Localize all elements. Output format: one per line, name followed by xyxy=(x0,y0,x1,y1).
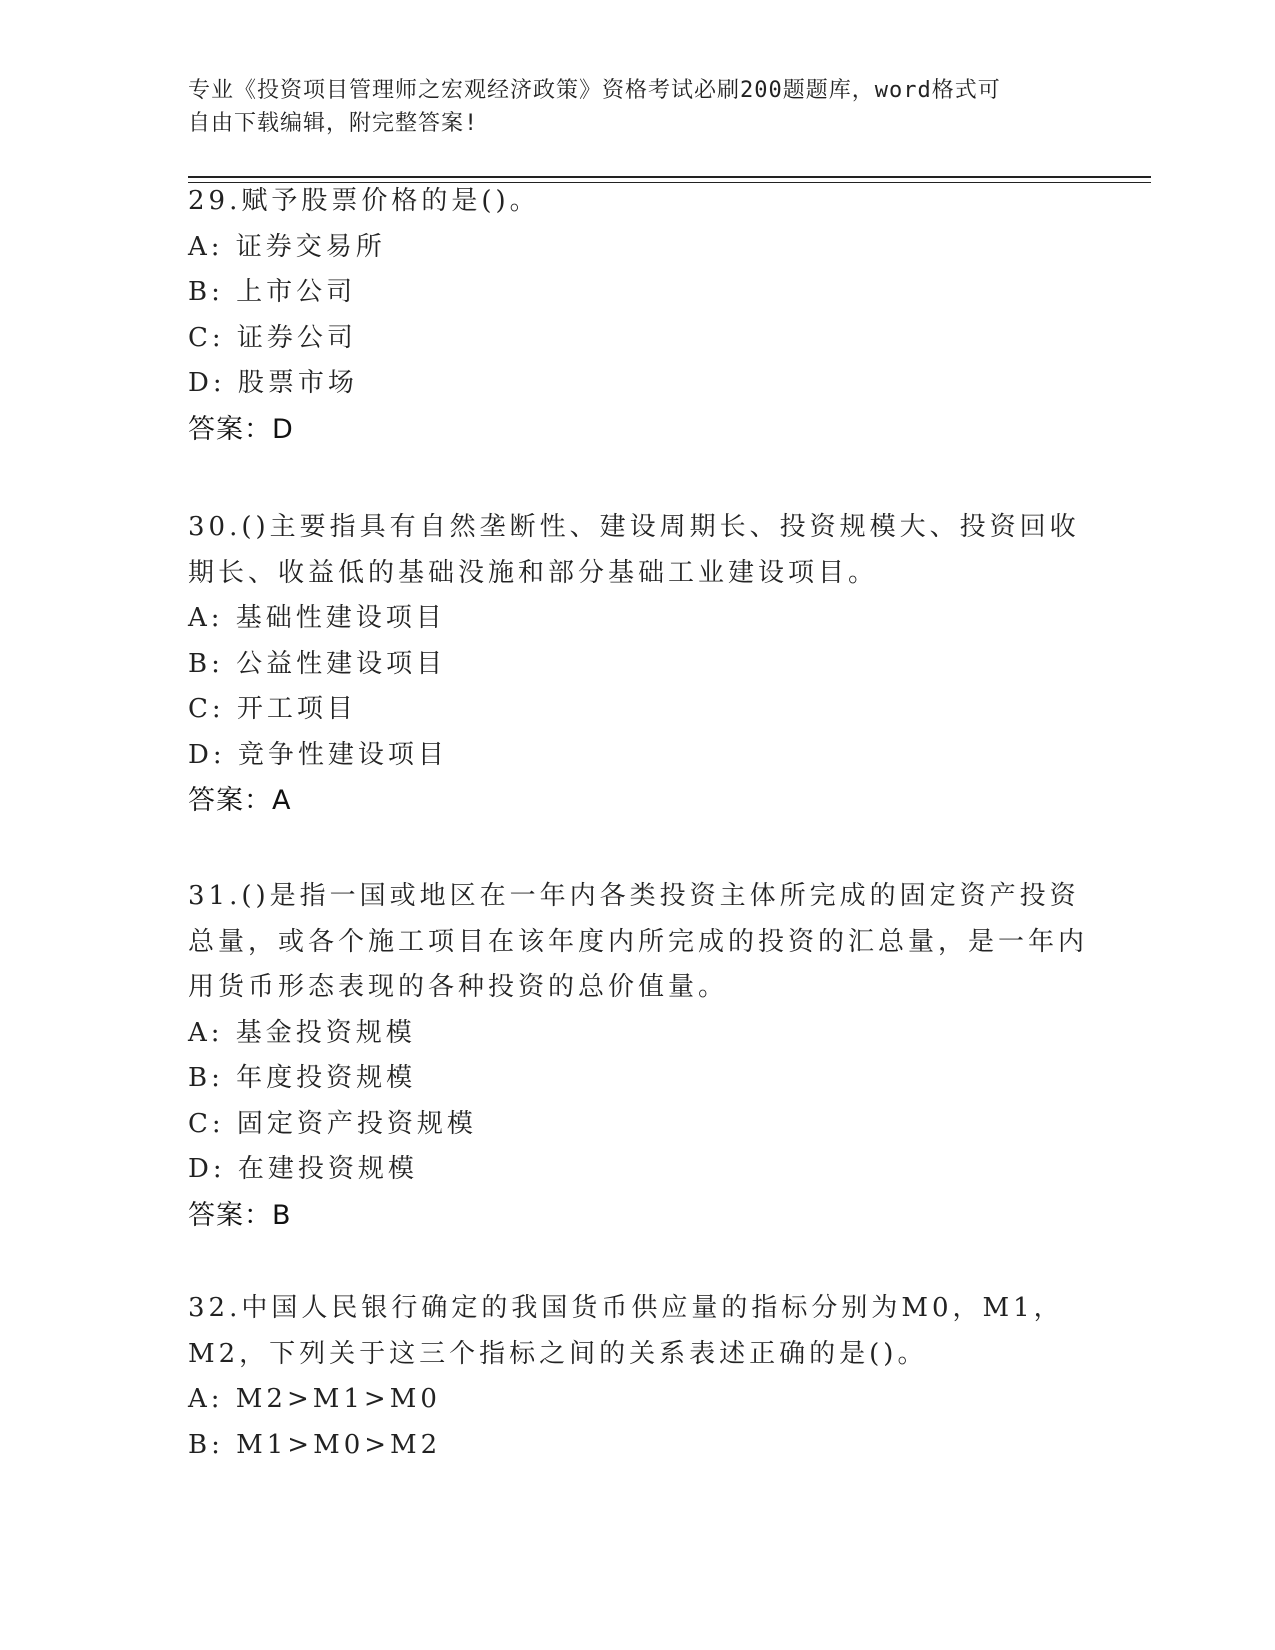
option-b: B: 年度投资规模 xyxy=(188,1063,417,1093)
question-32 xyxy=(188,1286,1088,1468)
question-31 xyxy=(188,874,1088,1238)
header-line-2: 自由下载编辑，附完整答案! xyxy=(188,111,479,136)
option-b: B: 公益性建设项目 xyxy=(188,648,447,679)
option-b: B: M1>M0>M2 xyxy=(188,1429,442,1460)
option-a: A: 证券交易所 xyxy=(188,231,386,262)
option-a: A: M2>M1>M0 xyxy=(188,1384,441,1414)
option-a: A: 基金投资规模 xyxy=(188,1017,416,1048)
answer: 答案：D xyxy=(188,413,294,445)
header-divider-thick xyxy=(188,176,1151,178)
answer: 答案：A xyxy=(188,785,292,816)
header-line-1: 专业《投资项目管理师之宏观经济政策》资格考试必刷200题题库，word格式可 xyxy=(188,78,1001,103)
question-stem: 32.中国人民银行确定的我国货币供应量的指标分别为M0，M1，M2，下列关于这三个指标之间的关系表述正确的是()。 xyxy=(188,1293,1064,1369)
question-29 xyxy=(188,179,1088,452)
option-d: D: 股票市场 xyxy=(188,368,358,398)
question-30 xyxy=(188,505,1088,824)
option-d: D: 在建投资规模 xyxy=(188,1154,418,1184)
option-a: A: 基础性建设项目 xyxy=(188,603,446,633)
document-header xyxy=(188,74,1088,140)
question-stem: 31.()是指一国或地区在一年内各类投资主体所完成的固定资产投资总量，或各个施工项目在该年度内所完成的投资的汇总量，是一年内用货币形态表现的各种投资的总价值量。 xyxy=(188,881,1089,1002)
question-stem: 30.()主要指具有自然垄断性、建设周期长、投资规模大、投资回收期长、收益低的基础没施和部分基础工业建设项目。 xyxy=(188,512,1080,588)
option-c: C: 开工项目 xyxy=(188,694,357,724)
answer: 答案：B xyxy=(188,1199,292,1231)
option-c: C: 证券公司 xyxy=(188,322,357,353)
option-d: D: 竞争性建设项目 xyxy=(188,739,448,770)
option-b: B: 上市公司 xyxy=(188,277,357,307)
question-stem: 29.赋予股票价格的是()。 xyxy=(188,186,540,216)
option-c: C: 固定资产投资规模 xyxy=(188,1108,477,1139)
